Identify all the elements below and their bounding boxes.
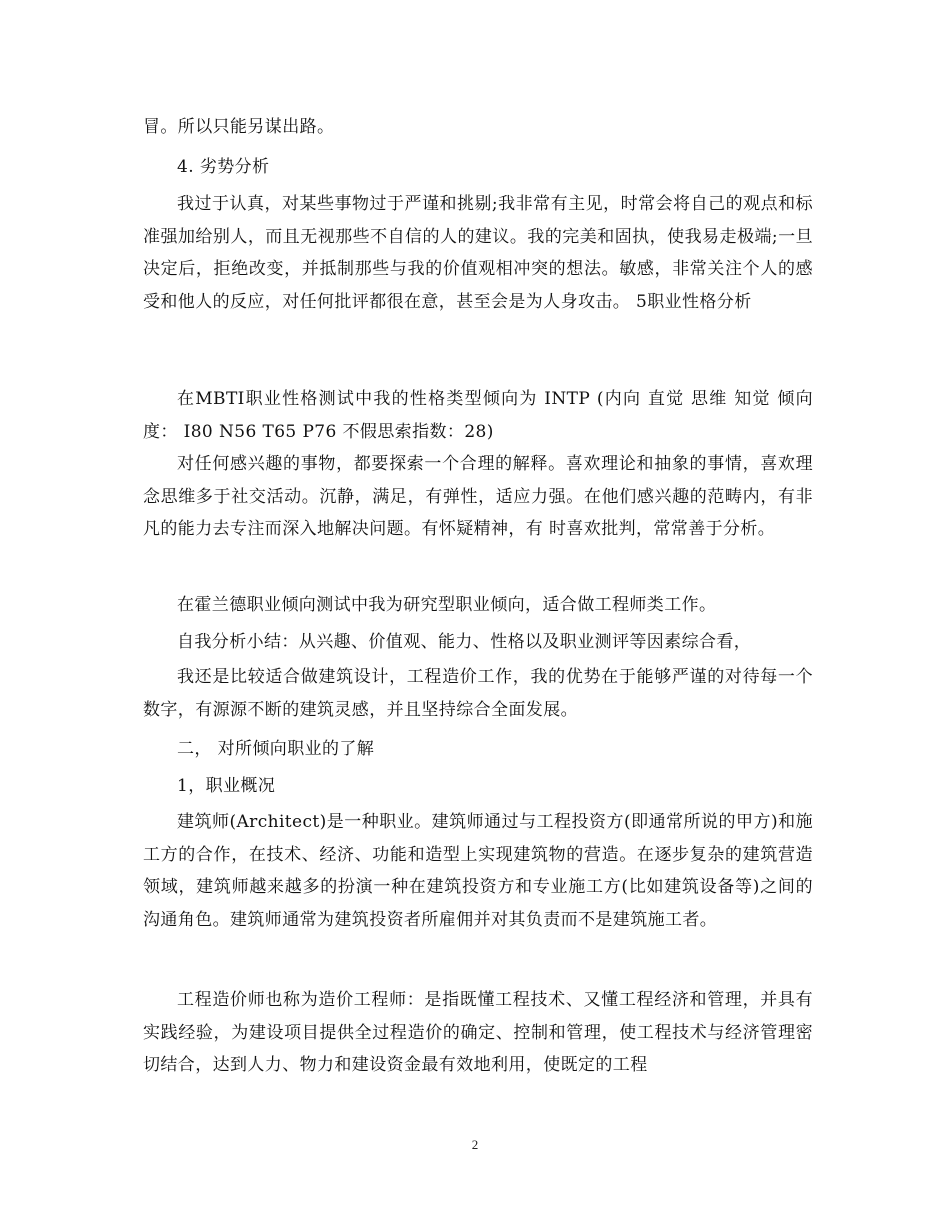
- heading-weakness-analysis: 4. 劣势分析: [177, 157, 270, 177]
- paragraph-cost-engineer: 工程造价师也称为造价工程师：是指既懂工程技术、又懂工程经济和管理，并具有实践经验，为建设项目提供全过程造价的确定、控制和管理，使工程技术与经济管理密切结合，达到人力、物力和建设资金最有效地利用，使既定的工程: [143, 990, 813, 1075]
- paragraph-continuation: 冒。所以只能另谋出路。: [143, 117, 335, 137]
- page-number: 2: [471, 1137, 479, 1152]
- paragraph-architect: 建筑师(Architect)是一种职业。建筑师通过与工程投资方(即通常所说的甲方)和施工方的合作，在技术、经济、功能和造型上实现建筑物的营造。在逐步复杂的建筑营造领域，建筑师越来越多的扮演一种在建筑投资方和专业施工方(比如建筑设备等)之间的沟通角色。建筑师通常为建筑投资者所雇佣并对其负责而不是建筑施工者。: [143, 812, 813, 930]
- paragraph-mbti: 在MBTI职业性格测试中我的性格类型倾向为 INTP (内向 直觉 思维 知觉 倾向度： I80 N56 T65 P76 不假思索指数：28): [143, 389, 813, 442]
- paragraph-summary: 我还是比较适合做建筑设计，工程造价工作，我的优势在于能够严谨的对待每一个数字，有源源不断的建筑灵感，并且坚持综合全面发展。: [143, 667, 813, 720]
- paragraph-intp-description: 对任何感兴趣的事物，都要探索一个合理的解释。喜欢理论和抽象的事情，喜欢理念思维多于社交活动。沉静，满足，有弹性，适应力强。在他们感兴趣的范畴内，有非凡的能力去专注而深入地解决问题。有怀疑精神，有 时喜欢批判，常常善于分析。: [143, 454, 813, 539]
- heading-career-overview: 1，职业概况: [177, 776, 276, 796]
- paragraph-holland: 在霍兰德职业倾向测试中我为研究型职业倾向，适合做工程师类工作。: [177, 595, 717, 615]
- paragraph-weakness: 我过于认真，对某些事物过于严谨和挑剔;我非常有主见，时常会将自己的观点和标准强加给别人，而且无视那些不自信的人的建议。我的完美和固执，使我易走极端;一旦决定后，拒绝改变，并抵制那些与我的价值观相冲突的想法。敏感，非常关注个人的感受和他人的反应，对任何批评都很在意，甚至会是为人身攻击。 5职业性格分析: [143, 194, 813, 312]
- paragraph-summary-intro: 自我分析小结：从兴趣、价值观、能力、性格以及职业测评等因素综合看，: [177, 632, 752, 652]
- heading-section-two: 二， 对所倾向职业的了解: [177, 739, 375, 759]
